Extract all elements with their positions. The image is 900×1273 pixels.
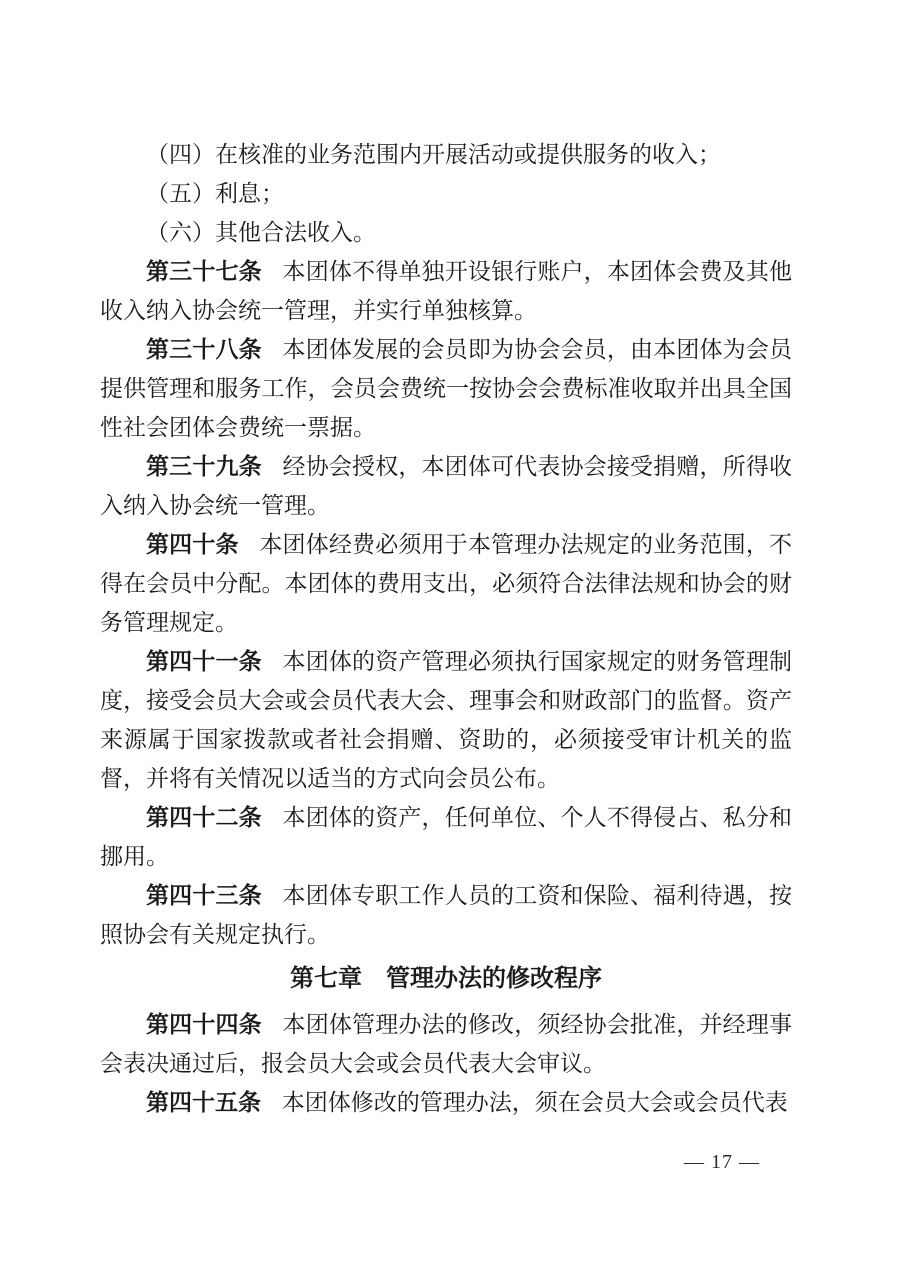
article-37-text: 本团体不得单独开设银行账户，本团体会费及其他收入纳入协会统一管理，并实行单独核算。 [100,259,793,323]
article-43-number: 第四十三条 [146,883,262,908]
article-42-text: 本团体的资产，任何单位、个人不得侵占、私分和挪用。 [100,805,793,869]
list-item-text: （六）其他合法收入。 [146,220,376,245]
article-39 [100,447,792,525]
article-45-text: 本团体修改的管理办法，须在会员大会或会员代表 [281,1090,788,1115]
article-42-number: 第四十二条 [146,805,262,830]
list-item-five [100,174,792,213]
article-37 [100,252,792,330]
article-37-number: 第三十七条 [146,259,262,284]
article-43 [100,876,792,954]
list-item-text: （四）在核准的业务范围内开展活动或提供服务的收入； [146,142,721,167]
article-44 [100,1005,792,1083]
article-40-number: 第四十条 [146,532,239,557]
article-39-number: 第三十九条 [146,454,262,479]
list-item-six [100,213,792,252]
article-43-text: 本团体专职工作人员的工资和保险、福利待遇，按照协会有关规定执行。 [100,883,793,947]
article-44-number: 第四十四条 [146,1012,262,1037]
article-38 [100,330,792,447]
article-44-text: 本团体管理办法的修改，须经协会批准，并经理事会表决通过后，报会员大会或会员代表大会审议。 [100,1012,793,1076]
list-item-four [100,135,792,174]
article-41-number: 第四十一条 [146,649,262,674]
article-38-text: 本团体发展的会员即为协会会员，由本团体为会员提供管理和服务工作，会员会费统一按协会会费标准收取并出具全国性社会团体会费统一票据。 [100,337,793,440]
document-body [100,135,792,1122]
list-item-text: （五）利息； [146,181,284,206]
article-42 [100,798,792,876]
article-39-text: 经协会授权，本团体可代表协会接受捐赠，所得收入纳入协会统一管理。 [100,454,793,518]
chapter-7-heading: 第七章 管理办法的修改程序 [290,965,602,992]
article-40 [100,525,792,642]
article-45 [100,1083,792,1122]
article-45-number: 第四十五条 [146,1090,261,1115]
article-38-number: 第三十八条 [146,337,262,362]
article-40-text: 本团体经费必须用于本管理办法规定的业务范围，不得在会员中分配。本团体的费用支出，必须符合法律法规和协会的财务管理规定。 [100,532,793,635]
article-41-text: 本团体的资产管理必须执行国家规定的财务管理制度，接受会员大会或会员代表大会、理事会和财政部门的监督。资产来源属于国家拨款或者社会捐赠、资助的，必须接受审计机关的监督，并将有关情况以适当的方式向会员公布。 [100,649,793,791]
article-41 [100,642,792,798]
page-number: — 17 — [684,1151,760,1173]
